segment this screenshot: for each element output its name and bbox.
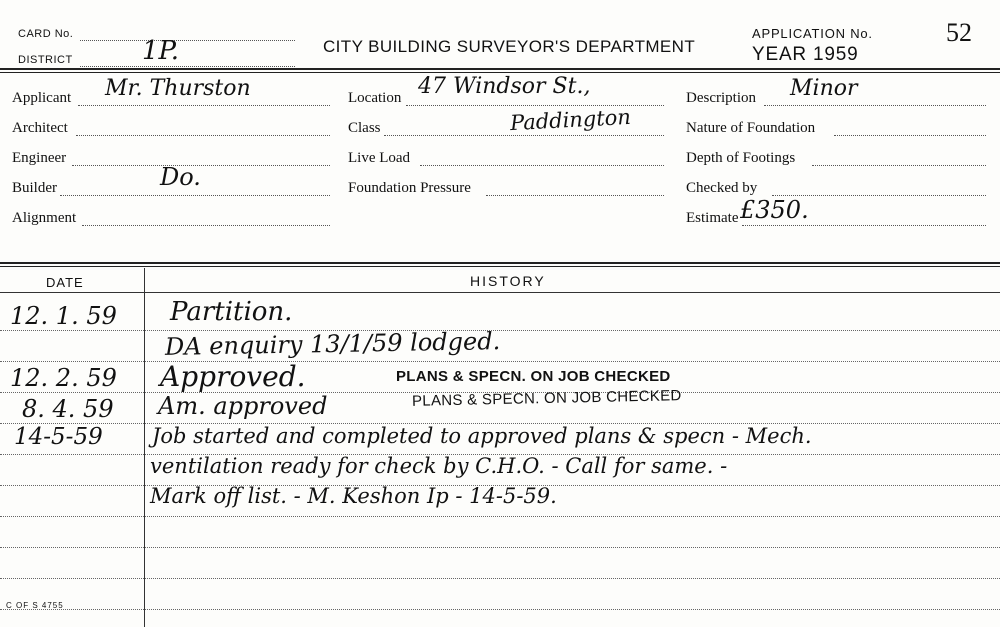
entry-text: Approved. [160,360,306,393]
estimate-label: Estimate [686,210,739,226]
year-label: YEAR 1959 [752,44,859,65]
alignment-label: Alignment [12,210,77,226]
nature-of-foundation-label: Nature of Foundation [686,120,816,136]
history-rule-second [0,266,1000,267]
ruled-line [0,516,1000,517]
entry-text: Am. approved [158,392,328,420]
architect-line [76,135,330,136]
applicant-value: Mr. Thurston [105,76,251,101]
stamp-plans-checked: PLANS & SPECN. ON JOB CHECKED [396,368,671,385]
ruled-line [0,361,1000,362]
foundation-pressure-line [486,195,664,196]
alignment-line [82,225,330,226]
form-code: C OF S 4755 [6,601,64,610]
card-no-label: CARD No. [18,28,74,40]
live-load-label: Live Load [348,150,411,166]
date-column-header: DATE [46,275,84,290]
header-underline [0,292,1000,293]
card-no-line [80,40,295,41]
application-number: 52 [946,18,972,47]
depth-of-footings-label: Depth of Footings [686,150,796,166]
header-rule-top [0,68,1000,70]
location-label: Location [348,90,402,106]
estimate-value: £350. [740,196,809,224]
class-label: Class [348,120,381,136]
foundation-pressure-label: Foundation Pressure [348,180,471,196]
entry-text: ventilation ready for check by C.H.O. - Call for same. - [150,454,728,478]
header-rule-bottom [0,72,1000,73]
ruled-line [0,609,1000,610]
checked-by-label: Checked by [686,180,758,196]
entry-text: DA enquiry 13/1/59 lodged. [164,327,501,361]
description-label: Description [686,90,756,106]
entry-date: 12. 1. 59 [10,302,117,330]
history-column-header: HISTORY [470,273,546,289]
ruled-line [0,578,1000,579]
entry-date: 12. 2. 59 [10,364,117,392]
entry-text: Partition. [170,297,293,327]
builder-value: Do. [160,163,201,191]
live-load-line [420,165,664,166]
entry-date: 8. 4. 59 [22,395,114,423]
stamp-plans-checked: PLANS & SPECN. ON JOB CHECKED [411,387,682,410]
engineer-line [72,165,330,166]
entry-date: 14-5-59 [14,424,103,450]
estimate-line [742,225,986,226]
description-line [764,105,986,106]
builder-label: Builder [12,180,57,196]
district-line [80,66,295,67]
description-value: Minor [790,76,858,101]
date-column-divider [144,268,145,627]
depth-of-footings-line [812,165,986,166]
builder-line [60,195,330,196]
location-value: 47 Windsor St., [418,74,591,99]
applicant-line [78,105,330,106]
department-title: CITY BUILDING SURVEYOR'S DEPARTMENT [323,37,696,56]
engineer-label: Engineer [12,150,67,166]
nature-of-foundation-line [834,135,986,136]
entry-text: Mark off list. - M. Keshon Ip - 14-5-59. [150,484,557,508]
location-value-2: Paddington [509,104,632,136]
district-label: DISTRICT [18,54,73,66]
ruled-line [0,547,1000,548]
architect-label: Architect [12,120,68,136]
application-label: APPLICATION No. [752,26,873,41]
entry-text: Job started and completed to approved plans & specn - Mech. [152,424,812,448]
history-rule-top [0,262,1000,264]
applicant-label: Applicant [12,90,72,106]
district-value: 1P. [142,36,180,66]
class-line [384,135,664,136]
